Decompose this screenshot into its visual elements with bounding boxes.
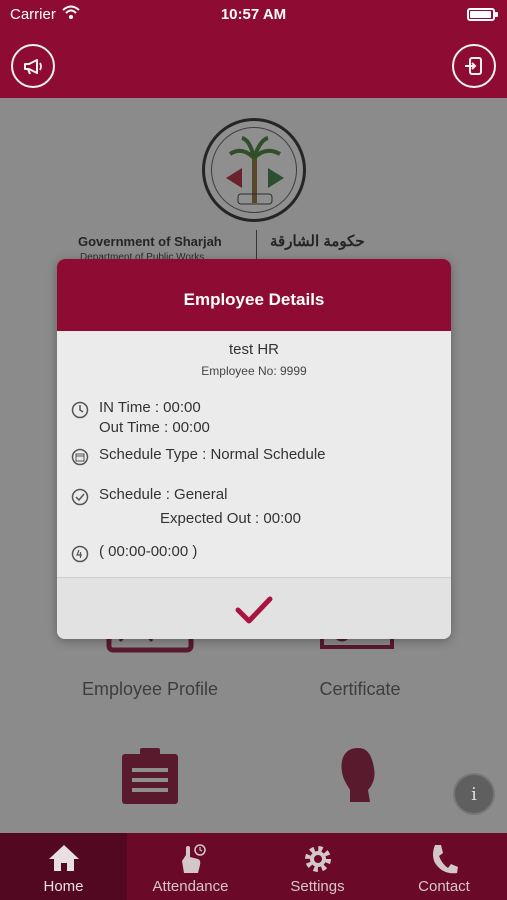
info-button[interactable] — [453, 773, 495, 815]
status-bar — [0, 4, 507, 26]
touch-clock-icon — [174, 843, 208, 875]
confirm-button[interactable] — [229, 590, 279, 630]
top-bar — [0, 0, 507, 98]
megaphone-icon — [22, 55, 44, 77]
shift-hours: ( 00:00-00:00 ) — [99, 543, 198, 560]
bottom-tab-bar — [0, 833, 507, 900]
tab-settings-label: Settings — [290, 878, 345, 895]
dialog-body — [57, 331, 451, 577]
tab-settings[interactable] — [254, 833, 381, 900]
employee-details-dialog — [57, 259, 451, 639]
battery-icon — [467, 8, 495, 21]
tab-attendance-label: Attendance — [152, 878, 229, 895]
employee-number: Employee No: 9999 — [201, 364, 307, 378]
dialog-footer — [57, 577, 451, 639]
logout-icon — [463, 55, 485, 77]
info-icon: i — [471, 784, 477, 805]
status-time: 10:57 AM — [220, 6, 287, 23]
dialog-title: Employee Details — [57, 259, 451, 331]
schedule: Schedule : General — [99, 486, 228, 503]
tab-home-label: Home — [43, 878, 84, 895]
tab-attendance[interactable] — [127, 833, 254, 900]
expected-out: Expected Out : 00:00 — [160, 510, 301, 527]
announcements-button[interactable] — [11, 44, 55, 88]
calendar-icon — [71, 448, 89, 466]
logout-button[interactable] — [452, 44, 496, 88]
out-time: Out Time : 00:00 — [99, 419, 210, 436]
phone-icon — [429, 843, 459, 875]
hours-icon — [71, 545, 89, 563]
schedule-type: Schedule Type : Normal Schedule — [99, 446, 326, 463]
home-icon — [47, 843, 81, 873]
carrier-label: Carrier — [10, 6, 56, 23]
in-time: IN Time : 00:00 — [99, 399, 201, 416]
tab-home[interactable] — [0, 833, 127, 900]
employee-name: test HR — [228, 341, 279, 358]
checkmark-icon — [229, 590, 279, 630]
gear-icon — [302, 843, 334, 875]
check-circle-icon — [71, 488, 89, 506]
clock-icon — [71, 401, 89, 419]
tab-contact[interactable] — [381, 833, 507, 900]
tab-contact-label: Contact — [418, 878, 470, 895]
